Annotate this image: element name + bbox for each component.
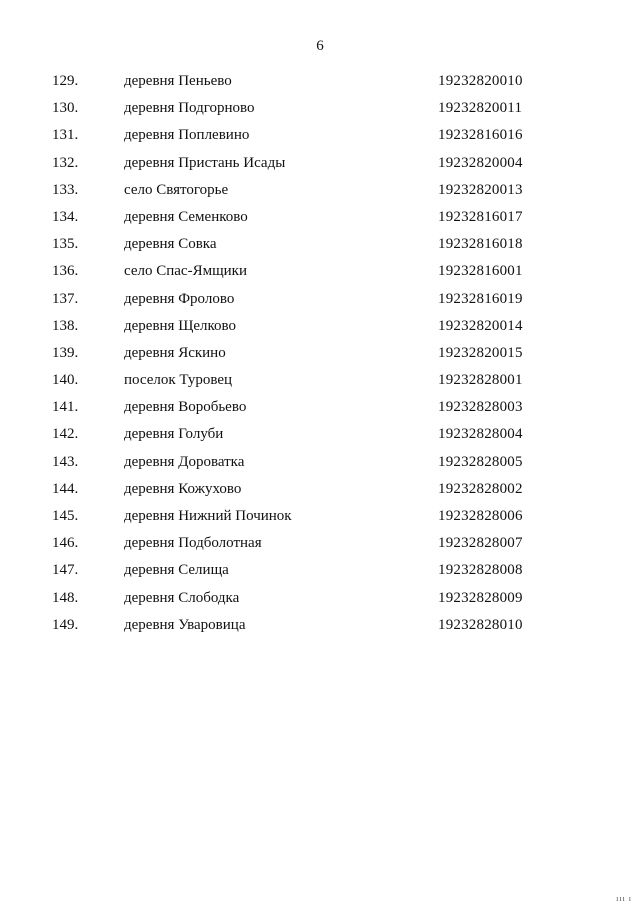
list-item <box>0 182 640 209</box>
list-item <box>0 127 640 154</box>
settlement-name: деревня Пеньево <box>124 73 232 89</box>
row-number: 139. <box>52 344 79 361</box>
row-number: 138. <box>52 317 79 334</box>
list-item <box>0 481 640 508</box>
settlement-name: село Святогорье <box>124 181 229 198</box>
settlement-code: 19232828009 <box>438 589 523 606</box>
list-item <box>0 535 640 562</box>
settlement-code: 19232816001 <box>438 263 523 280</box>
row-number: 146. <box>52 535 79 552</box>
settlement-code: 19232816016 <box>438 127 523 144</box>
list-item <box>0 372 640 399</box>
list-item <box>0 454 640 481</box>
settlement-code: 19232820011 <box>438 100 523 117</box>
row-number: 148. <box>52 589 79 606</box>
settlement-name: деревня Кожухово <box>124 480 242 497</box>
row-number: 143. <box>52 453 79 470</box>
settlement-code: 19232828008 <box>438 562 523 579</box>
settlement-list <box>0 73 640 644</box>
settlement-name: деревня Дороватка <box>124 453 245 470</box>
row-number: 134. <box>52 208 79 225</box>
settlement-code: 19232828004 <box>438 426 523 443</box>
row-number: 140. <box>52 372 79 389</box>
list-item <box>0 73 640 100</box>
settlement-name: деревня Подгорново <box>124 100 255 117</box>
page-number: 6 <box>316 38 324 54</box>
settlement-name: деревня Фролово <box>124 290 235 307</box>
row-number: 133. <box>52 181 79 198</box>
row-number: 130. <box>52 100 79 117</box>
settlement-name: деревня Селища <box>124 562 229 579</box>
list-item <box>0 100 640 127</box>
list-item <box>0 318 640 345</box>
settlement-code: 19232828010 <box>438 616 523 633</box>
settlement-code: 19232820015 <box>438 344 523 361</box>
list-item <box>0 291 640 318</box>
row-number: 144. <box>52 480 79 497</box>
row-number: 142. <box>52 426 79 443</box>
settlement-name: деревня Подболотная <box>124 535 262 552</box>
row-number: 149. <box>52 616 79 633</box>
scan-footer-mark: ııı ı <box>616 894 632 903</box>
settlement-name: деревня Яскино <box>124 344 226 361</box>
settlement-name: деревня Пристань Исады <box>124 154 286 171</box>
settlement-code: 19232828006 <box>438 508 523 524</box>
settlement-code: 19232820010 <box>438 73 523 89</box>
settlement-name: деревня Совка <box>124 236 217 253</box>
settlement-name: поселок Туровец <box>124 372 233 389</box>
row-number: 141. <box>52 399 79 416</box>
settlement-code: 19232816018 <box>438 236 523 253</box>
row-number: 136. <box>52 263 79 280</box>
settlement-name: деревня Поплевино <box>124 127 250 144</box>
list-item <box>0 508 640 535</box>
settlement-name: деревня Щелково <box>124 317 236 334</box>
list-item <box>0 617 640 644</box>
list-item <box>0 590 640 617</box>
settlement-name: деревня Семенково <box>124 208 248 225</box>
row-number: 129. <box>52 73 79 89</box>
list-item <box>0 209 640 236</box>
settlement-code: 19232828002 <box>438 480 523 497</box>
list-item <box>0 345 640 372</box>
list-item <box>0 426 640 453</box>
row-number: 145. <box>52 508 79 524</box>
settlement-code: 19232828001 <box>438 372 523 389</box>
settlement-code: 19232816017 <box>438 208 523 225</box>
settlement-name: деревня Слободка <box>124 589 240 606</box>
row-number: 132. <box>52 154 79 171</box>
list-item <box>0 399 640 426</box>
row-number: 137. <box>52 290 79 307</box>
settlement-code: 19232828007 <box>438 535 523 552</box>
settlement-name: село Спас-Ямщики <box>124 263 247 280</box>
list-item <box>0 155 640 182</box>
list-item <box>0 562 640 589</box>
settlement-code: 19232820014 <box>438 317 523 334</box>
settlement-code: 19232816019 <box>438 290 523 307</box>
settlement-name: деревня Голуби <box>124 426 224 443</box>
settlement-name: деревня Уваровица <box>124 616 246 633</box>
settlement-code: 19232828005 <box>438 453 523 470</box>
list-item <box>0 236 640 263</box>
list-item <box>0 263 640 290</box>
row-number: 135. <box>52 236 79 253</box>
settlement-code: 19232828003 <box>438 399 523 416</box>
settlement-code: 19232820004 <box>438 154 523 171</box>
row-number: 147. <box>52 562 79 579</box>
settlement-name: деревня Нижний Починок <box>124 508 292 524</box>
settlement-code: 19232820013 <box>438 181 523 198</box>
settlement-name: деревня Воробьево <box>124 399 247 416</box>
row-number: 131. <box>52 127 79 144</box>
